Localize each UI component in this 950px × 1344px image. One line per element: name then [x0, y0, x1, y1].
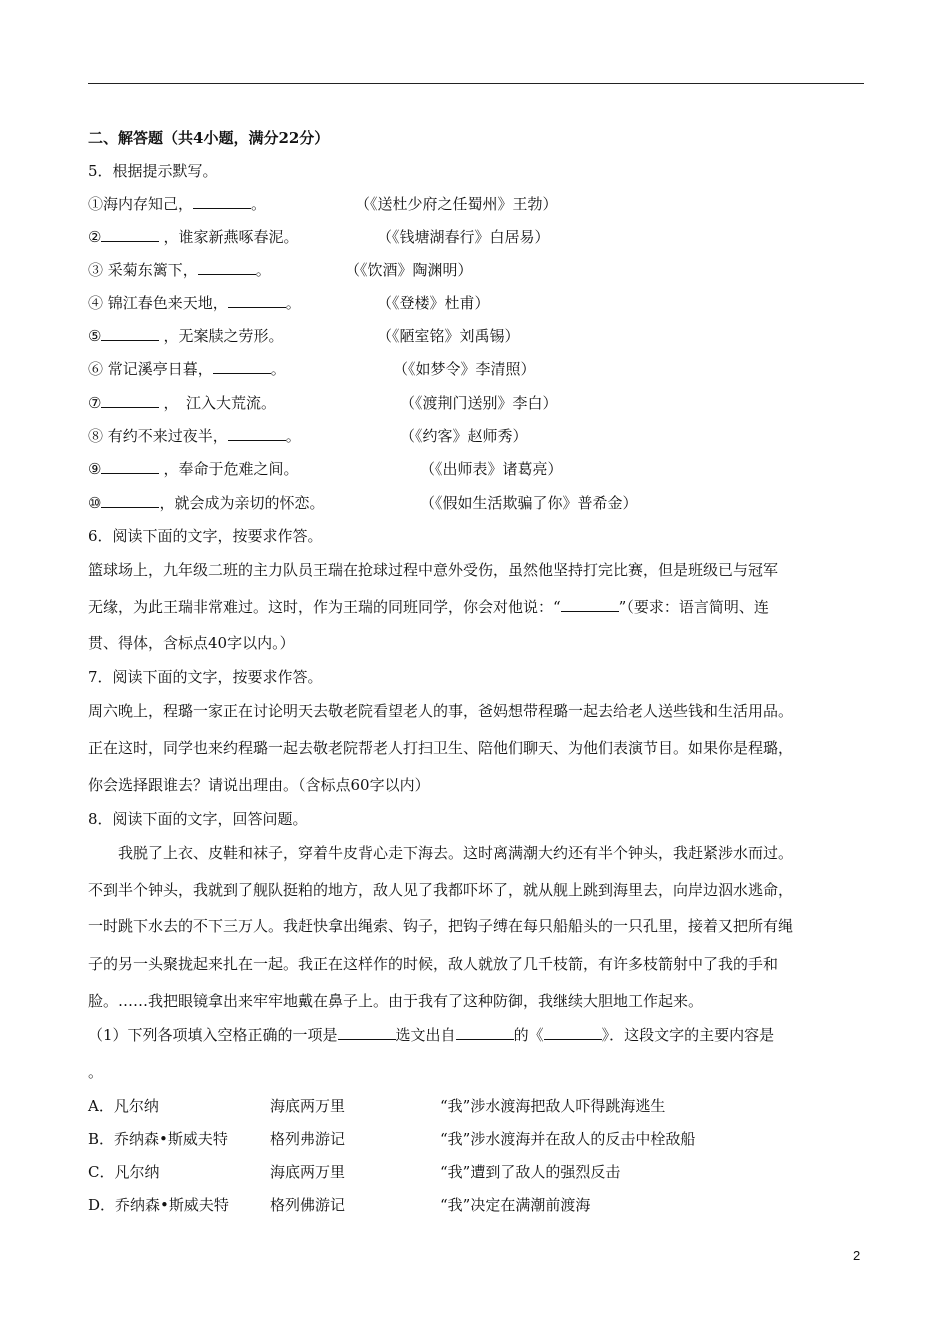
- option-a-book: 海底两万里: [270, 1097, 346, 1115]
- q5-source-5: （《陋室铭》刘禹锡）: [377, 327, 520, 345]
- q5-source-9: （《出师表》诸葛亮）: [420, 460, 563, 478]
- header-rule: [88, 83, 864, 84]
- q8-sub1-blank-end: 。: [88, 1063, 104, 1081]
- q5-source-6: （《如梦令》李清照）: [393, 360, 536, 378]
- q8-passage-line-2: 不到半个钟头，我就到了舰队挺粕的地方，敌人见了我都吓坏了，就从舰上跳到海里去，向岸边泅水逃命，: [88, 881, 794, 899]
- q5-item-4: ④ 锦江春色来天地， 。: [88, 294, 301, 312]
- option-b-book: 格列弗游记: [270, 1130, 346, 1148]
- q8-passage-line-4: 子的另一头聚拢起来扎在一起。我正在这样作的时候，敌人就放了几千枝箭，有许多枝箭射中了我的手和: [88, 955, 779, 973]
- q5-source-10: （《假如生活欺骗了你》普希金）: [420, 494, 638, 512]
- option-c-label: C．凡尔纳: [88, 1163, 160, 1181]
- q5-item-10: ⑩ ，就会成为亲切的怀恋。: [88, 494, 325, 512]
- option-a-label: A．凡尔纳: [88, 1097, 159, 1115]
- option-d-book: 格列佛游记: [270, 1196, 346, 1214]
- q5-source-7: （《渡荆门送别》李白）: [400, 394, 558, 412]
- q8-passage-line-3: 一时跳下水去的不下三万人。我赶快拿出绳索、钩子，把钩子缚在每只船船头的一只孔里，接着又把所有绳: [88, 917, 794, 935]
- q5-item-2: ② ，谁家新燕啄春泥。: [88, 228, 299, 246]
- q5-stem: 5．根据提示默写。: [88, 162, 218, 180]
- option-c-book: 海底两万里: [270, 1163, 346, 1181]
- q7-text-line-3: 你会选择跟谁去？请说出理由。（含标点60字以内）: [88, 776, 430, 794]
- option-a-content: “我”涉水渡海把敌人吓得跳海逃生: [440, 1097, 666, 1115]
- q8-passage-line-5: 脸。……我把眼镜拿出来牢牢地戴在鼻子上。由于我有了这种防御，我继续大胆地工作起来。: [88, 992, 704, 1010]
- q5-item-7: ⑦ ， 江入大荒流。: [88, 394, 276, 412]
- q6-stem: 6．阅读下面的文字，按要求作答。: [88, 527, 323, 545]
- q7-text-line-2: 正在这时，同学也来约程璐一起去敬老院帮老人打扫卫生、陪他们聊天、为他们表演节目。如果你是程璐，: [88, 739, 794, 757]
- option-d-content: “我”决定在满潮前渡海: [440, 1196, 591, 1214]
- option-b-content: “我”涉水渡海并在敌人的反击中栓敌船: [440, 1130, 696, 1148]
- q5-item-9: ⑨ ，奉命于危难之间。: [88, 460, 299, 478]
- q5-source-4: （《登楼》杜甫）: [377, 294, 490, 312]
- q5-source-8: （《约客》赵师秀）: [400, 427, 528, 445]
- q6-text-line-1: 篮球场上，九年级二班的主力队员王瑞在抢球过程中意外受伤，虽然他坚持打完比赛，但是班级已与冠军: [88, 561, 779, 579]
- q7-text-line-1: 周六晚上，程璐一家正在讨论明天去敬老院看望老人的事，爸妈想带程璐一起去给老人送些钱和生活用品。: [88, 702, 794, 720]
- q5-item-5: ⑤ ，无案牍之劳形。: [88, 327, 284, 345]
- q5-item-3: ③ 采菊东篱下， 。: [88, 261, 271, 279]
- q5-source-2: （《钱塘湖春行》白居易）: [377, 228, 550, 246]
- q6-text-line-2: 无缘，为此王瑞非常难过。这时，作为王瑞的同班同学，你会对他说：“ ”（要求：语言简明、连: [88, 598, 769, 616]
- q5-source-1: （《送杜少府之任蜀州》王勃）: [355, 195, 558, 213]
- q8-stem: 8．阅读下面的文字，回答问题。: [88, 810, 308, 828]
- option-d-label: D．乔纳森•斯威夫特: [88, 1196, 229, 1214]
- page-number: 2: [853, 1248, 861, 1263]
- q5-item-8: ⑧ 有约不来过夜半， 。: [88, 427, 301, 445]
- q5-item-1: ①海内存知己， 。: [88, 195, 267, 213]
- q5-item-6: ⑥ 常记溪亭日暮， 。: [88, 360, 286, 378]
- section-title: 二、解答题（共4小题，满分22分）: [88, 129, 330, 147]
- q8-sub1-question: （1）下列各项填入空格正确的一项是 选文出自 的《 》．这段文字的主要内容是: [88, 1026, 775, 1044]
- q8-passage-line-1: 我脱了上衣、皮鞋和袜子，穿着牛皮背心走下海去。这时离满潮大约还有半个钟头，我赶紧涉水而过。: [118, 844, 794, 862]
- q7-stem: 7．阅读下面的文字，按要求作答。: [88, 668, 323, 686]
- q6-text-line-3: 贯、得体，含标点40字以内。）: [88, 634, 295, 652]
- q5-source-3: （《饮酒》陶渊明）: [345, 261, 473, 279]
- option-c-content: “我”遭到了敌人的强烈反击: [440, 1163, 621, 1181]
- option-b-label: B．乔纳森•斯威夫特: [88, 1130, 228, 1148]
